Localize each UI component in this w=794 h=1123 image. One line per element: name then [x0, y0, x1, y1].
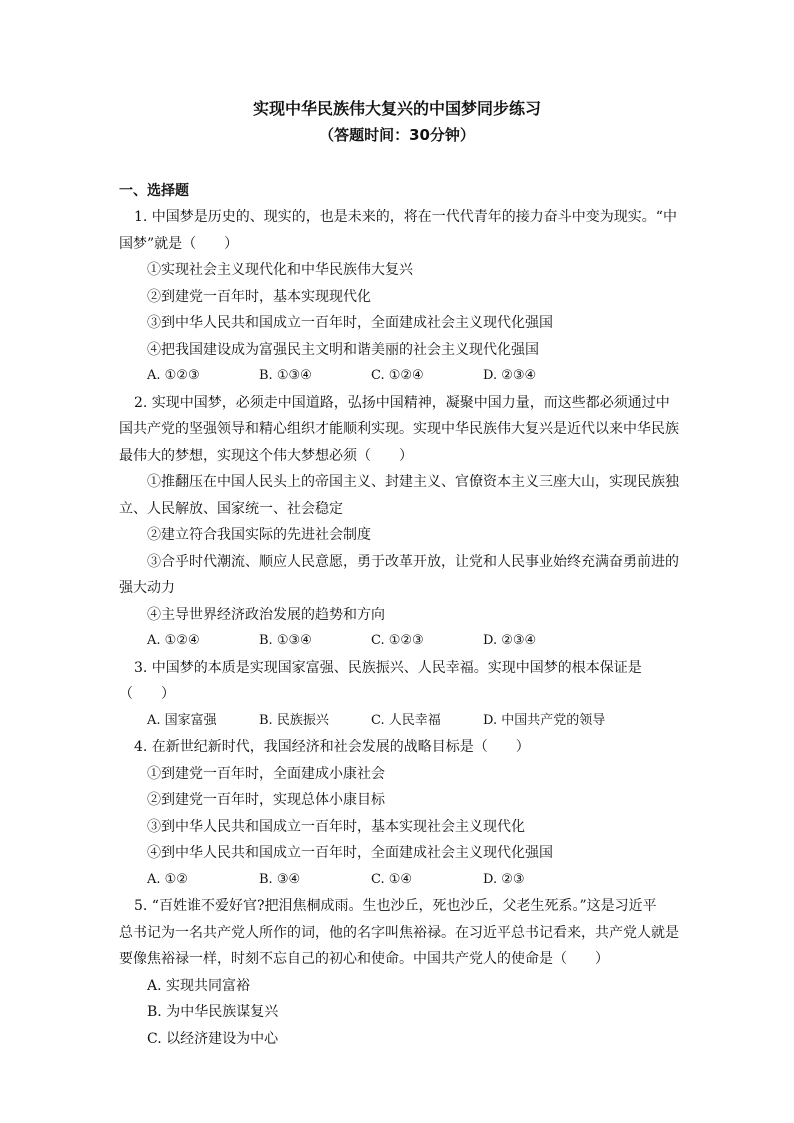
page-title: 实现中华民族伟大复兴的中国梦同步练习 — [252, 99, 541, 118]
choice-a: A. ①② — [147, 871, 188, 887]
question-5-stem-line: 5. “百姓谁不爱好官?把泪焦桐成雨。生也沙丘，死也沙丘，父老生死系。”这是习近平 — [134, 898, 657, 914]
question-2-item: ①推翻压在中国人民头上的帝国主义、封建主义、官僚资本主义三座大山，实现民族独 — [147, 474, 679, 490]
question-2-item-continued: 强大动力 — [119, 580, 175, 596]
question-4-stem-line: 4. 在新世纪新时代，我国经济和社会发展的战略目标是（ ） — [134, 739, 530, 755]
question-5-stem-line: 总书记为一名共产党人所作的词，他的名字叫焦裕禄。在习近平总书记看来，共产党人就是 — [119, 924, 679, 941]
question-2-stem-line: 最伟大的梦想，实现这个伟大梦想必须（ ） — [119, 447, 413, 464]
choice-a: A. ①②③ — [147, 368, 200, 383]
question-1-item: ④把我国建设成为富强民主文明和谐美丽的社会主义现代化强国 — [147, 341, 539, 358]
question-2-choices — [119, 628, 679, 655]
choice-b: B. ①③④ — [259, 633, 312, 648]
question-2-stem-line: 国共产党的坚强领导和精心组织才能顺利实现。实现中华民族伟大复兴是近代以来中华民族 — [119, 421, 679, 437]
choice-d: D. ②③ — [483, 871, 525, 887]
question-2-stem-line: 2. 实现中国梦，必须走中国道路，弘扬中国精神，凝聚中国力量，而这些都必须通过中 — [134, 394, 670, 411]
question-5-option-c: C. 以经济建设为中心 — [147, 1030, 279, 1047]
question-list — [119, 204, 679, 1052]
page-subtitle: （答题时间：30分钟） — [319, 126, 475, 144]
choice-c: C. ①②③ — [371, 633, 424, 648]
choice-b: B. ①③④ — [259, 368, 312, 383]
choice-b: B. ③④ — [259, 871, 301, 887]
question-1-stem-line: 国梦”就是（ ） — [119, 235, 239, 252]
question-1-item: ②到建党一百年时，基本实现现代化 — [147, 288, 371, 305]
question-2-item: ②建立符合我国实际的先进社会制度 — [147, 527, 371, 543]
question-1-choices — [119, 363, 679, 390]
question-5-option-b: B. 为中华民族谋复兴 — [147, 1004, 279, 1020]
choice-d: D. 中国共产党的领导 — [483, 712, 606, 728]
section-heading: 一、选择题 — [119, 183, 189, 199]
question-5-option-a: A. 实现共同富裕 — [147, 977, 251, 994]
choice-c: C. 人民幸福 — [371, 712, 441, 728]
choice-c: C. ①④ — [371, 871, 413, 887]
question-3-choices — [119, 708, 679, 735]
question-2-item-continued: 立、人民解放、国家统一、社会稳定 — [119, 500, 343, 517]
question-5-stem-line: 要像焦裕禄一样，时刻不忘自己的初心和使命。中国共产党人的使命是（ ） — [119, 951, 609, 967]
question-2-item: ③合乎时代潮流、顺应人民意愿，勇于改革开放，让党和人民事业始终充满奋勇前进的 — [147, 553, 679, 570]
question-3-stem-line: 3. 中国梦的本质是实现国家富强、民族振兴、人民幸福。实现中国梦的根本保证是（ ） — [119, 659, 642, 702]
choice-d: D. ②③④ — [483, 633, 537, 648]
question-4-item: ①到建党一百年时，全面建成小康社会 — [147, 765, 385, 782]
question-4-choices — [119, 867, 679, 894]
question-1-item: ①实现社会主义现代化和中华民族伟大复兴 — [147, 262, 413, 278]
question-1-stem-line: 1. 中国梦是历史的、现实的，也是未来的，将在一代代青年的接力奋斗中变为现实。“中 — [134, 209, 677, 225]
choice-b: B. 民族振兴 — [259, 712, 329, 728]
question-4-item: ③到中华人民共和国成立一百年时，基本实现社会主义现代化 — [147, 818, 525, 835]
question-4-item: ④到中华人民共和国成立一百年时，全面建成社会主义现代化强国 — [147, 845, 553, 861]
choice-d: D. ②③④ — [483, 368, 537, 383]
question-2-item: ④主导世界经济政治发展的趋势和方向 — [147, 606, 385, 623]
choice-a: A. ①②④ — [147, 633, 200, 648]
question-4-item: ②到建党一百年时，实现总体小康目标 — [147, 792, 385, 808]
choice-c: C. ①②④ — [371, 368, 424, 383]
choice-a: A. 国家富强 — [147, 712, 217, 728]
question-1-item: ③到中华人民共和国成立一百年时，全面建成社会主义现代化强国 — [147, 315, 553, 331]
